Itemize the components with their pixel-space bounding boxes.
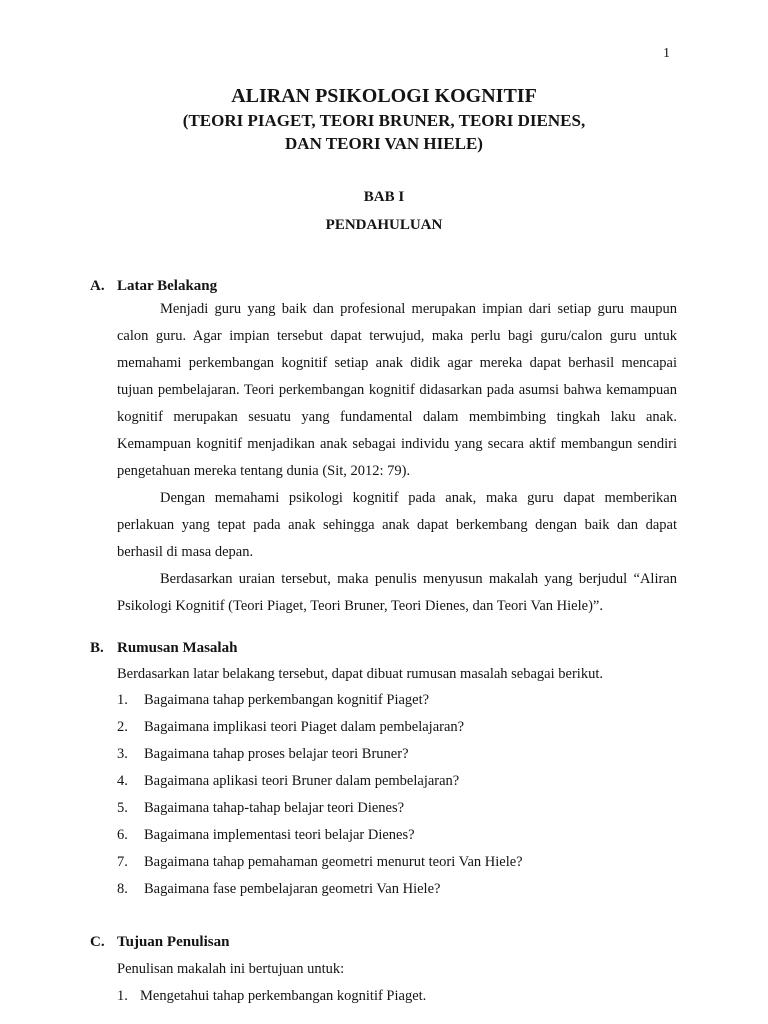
list-item (117, 689, 523, 716)
section-heading-latar-belakang (90, 275, 217, 297)
list-text: Bagaimana fase pembelajaran geometri Van Hiele? (144, 881, 441, 897)
problem-list (117, 689, 523, 905)
list-text: Bagaimana aplikasi teori Bruner dalam pembelajaran? (144, 773, 460, 789)
section-title: Tujuan Penulisan (117, 934, 230, 950)
paragraph: Berdasarkan uraian tersebut, maka penulis menyusun makalah yang berjudul “Aliran Psikologi Kognitif (Teori Piaget, Teori Bruner, Teori Dienes, dan Teori Van Hiele)”. (117, 571, 677, 614)
list-number: 4. (117, 773, 128, 789)
section-title: Rumusan Masalah (117, 640, 238, 656)
list-item (117, 851, 523, 878)
list-item (117, 878, 523, 905)
section-letter: A. (90, 278, 105, 294)
list-item (117, 743, 523, 770)
section-letter: C. (90, 934, 105, 950)
list-text: Bagaimana tahap proses belajar teori Bruner? (144, 746, 409, 762)
section-c-intro: Penulisan makalah ini bertujuan untuk: (117, 961, 345, 977)
section-heading-tujuan-penulisan (90, 931, 229, 953)
document-subtitle-line-2: DAN TEORI VAN HIELE) (285, 134, 483, 153)
list-number: 1. (117, 988, 128, 1004)
chapter-title: PENDAHULUAN (325, 217, 443, 233)
section-b-intro: Berdasarkan latar belakang tersebut, dapat dibuat rumusan masalah sebagai berikut. (117, 666, 603, 682)
list-item (117, 716, 523, 743)
section-title: Latar Belakang (117, 278, 218, 294)
chapter-block (0, 186, 768, 242)
list-text: Bagaimana implikasi teori Piaget dalam pembelajaran? (144, 719, 465, 735)
list-item (117, 770, 523, 797)
title-block (0, 83, 768, 155)
list-number: 6. (117, 827, 128, 843)
list-text: Mengetahui tahap perkembangan kognitif Piaget. (140, 988, 427, 1004)
list-item (117, 985, 426, 1012)
list-text: Bagaimana tahap pemahaman geometri menurut teori Van Hiele? (144, 854, 523, 870)
section-a-body (117, 296, 677, 620)
page-number: 1 (663, 46, 670, 61)
list-number: 7. (117, 854, 128, 870)
list-text: Bagaimana tahap perkembangan kognitif Piaget? (144, 692, 430, 708)
section-heading-rumusan-masalah (90, 637, 237, 659)
section-letter: B. (90, 640, 104, 656)
document-subtitle-line-1: (TEORI PIAGET, TEORI BRUNER, TEORI DIENES, (182, 111, 586, 130)
purpose-list (117, 985, 426, 1012)
list-text: Bagaimana tahap-tahap belajar teori Dienes? (144, 800, 405, 816)
document-title: ALIRAN PSIKOLOGI KOGNITIF (231, 85, 537, 107)
list-number: 8. (117, 881, 128, 897)
list-number: 2. (117, 719, 128, 735)
list-number: 1. (117, 692, 128, 708)
paragraph: Menjadi guru yang baik dan profesional merupakan impian dari setiap guru maupun calon guru. Agar impian tersebut dapat terwujud, maka perlu bagi guru/calon guru untuk memahami perkembangan kognitif setiap anak didik agar mereka dapat berhasil mencapai tujuan pembelajaran. Teori perkembangan kognitif didasarkan pada asumsi bahwa kemampuan kognitif merupakan sesuatu yang fundamental dalam membimbing tingkah laku anak. Kemampuan kognitif menjadikan anak sebagai individu yang secara aktif membangun sendiri pengetahuan mereka tentang dunia (Sit, 2012: 79). (117, 301, 677, 479)
list-number: 3. (117, 746, 128, 762)
chapter-number: BAB I (363, 189, 405, 205)
paragraph: Dengan memahami psikologi kognitif pada anak, maka guru dapat memberikan perlakuan yang tepat pada anak sehingga anak dapat berkembang dengan baik dan dapat berhasil di masa depan. (117, 490, 677, 560)
list-item (117, 797, 523, 824)
list-text: Bagaimana implementasi teori belajar Dienes? (144, 827, 415, 843)
list-number: 5. (117, 800, 128, 816)
list-item (117, 824, 523, 851)
